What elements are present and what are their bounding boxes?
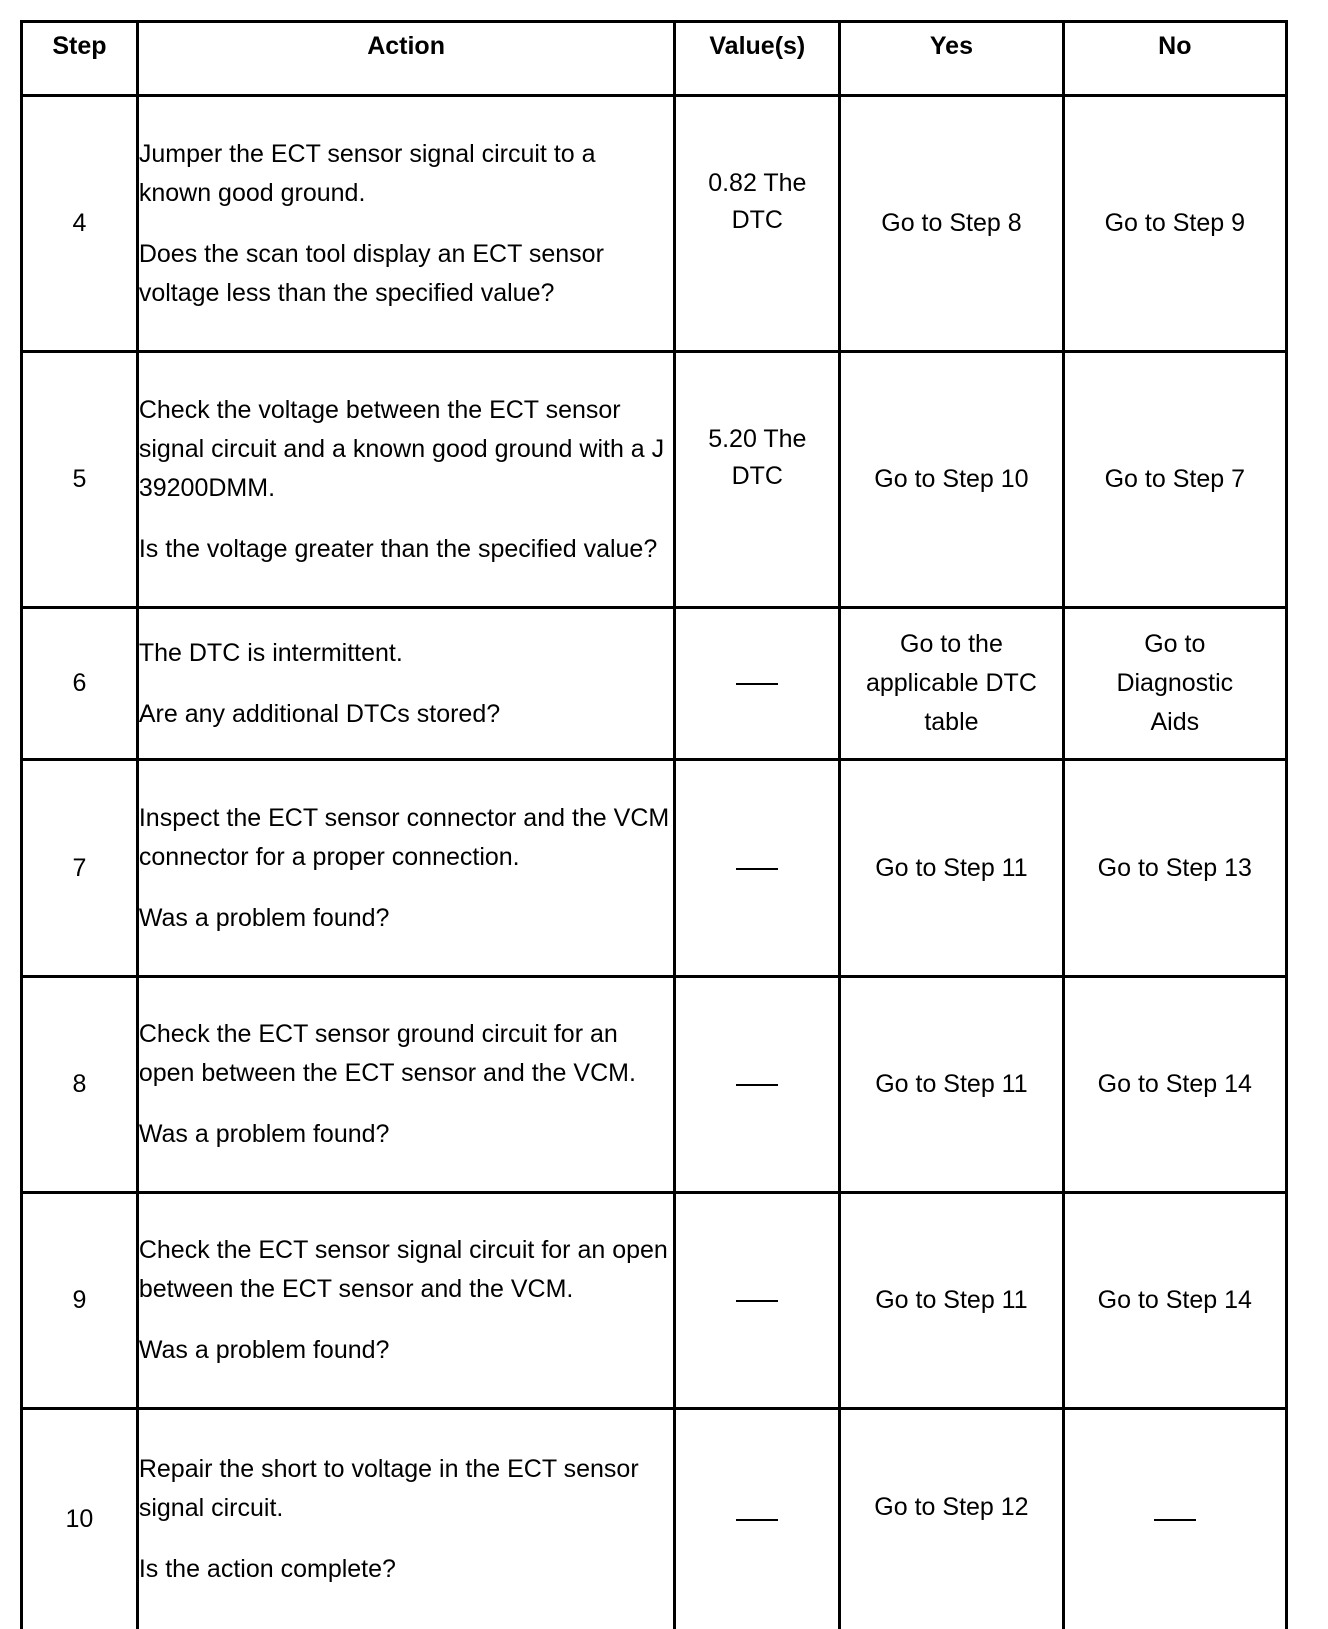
empty-value-dash xyxy=(736,683,778,685)
action-question: Was a problem found? xyxy=(138,1120,390,1148)
header-action: Action xyxy=(137,22,675,96)
action-cell xyxy=(137,1409,675,1629)
step-number: 9 xyxy=(22,1193,138,1409)
value-cell xyxy=(675,352,840,608)
yes-branch: Go to Step 11 xyxy=(840,1193,1063,1409)
step-number: 7 xyxy=(22,760,138,977)
value-cell xyxy=(675,1409,840,1629)
table-row-step-8 xyxy=(22,977,1287,1193)
action-instruction: Check the ECT sensor signal circuit for an open between the ECT sensor and the VCM. xyxy=(138,1236,668,1303)
empty-value-dash xyxy=(736,1300,778,1302)
yes-branch: Go to Step 12 xyxy=(840,1409,1063,1629)
value-text: 0.82 The DTC xyxy=(708,169,807,234)
action-instruction: Jumper the ECT sensor signal circuit to a known good ground. xyxy=(138,139,596,207)
yes-branch: Go to Step 11 xyxy=(840,977,1063,1193)
yes-branch: Go to the applicable DTC table xyxy=(840,608,1063,760)
table-row-step-6 xyxy=(22,608,1287,760)
action-question: Is the voltage greater than the specified value? xyxy=(138,534,658,563)
header-yes: Yes xyxy=(840,22,1063,96)
action-cell xyxy=(137,352,675,608)
step-number: 8 xyxy=(22,977,138,1193)
action-cell xyxy=(137,608,675,760)
action-instruction: Inspect the ECT sensor connector and the VCM connector for a proper connection. xyxy=(138,803,670,871)
action-cell xyxy=(137,977,675,1193)
value-cell xyxy=(675,1193,840,1409)
yes-branch: Go to Step 10 xyxy=(840,352,1063,608)
no-branch: Go to Step 9 xyxy=(1063,96,1286,352)
action-cell xyxy=(137,96,675,352)
action-instruction: The DTC is intermittent. xyxy=(138,638,403,667)
table-row-step-5 xyxy=(22,352,1287,608)
table-row-step-10 xyxy=(22,1409,1287,1629)
no-branch xyxy=(1063,1409,1286,1629)
action-instruction: Check the voltage between the ECT sensor signal circuit and a known good ground with a J 39200DMM. xyxy=(138,395,665,502)
empty-value-dash xyxy=(736,1519,778,1521)
no-branch: Go to Step 13 xyxy=(1063,760,1286,977)
value-cell xyxy=(675,608,840,760)
no-branch: Go to Step 14 xyxy=(1063,1193,1286,1409)
table-row-step-9 xyxy=(22,1193,1287,1409)
table-row-step-4 xyxy=(22,96,1287,352)
empty-value-dash xyxy=(736,868,778,870)
value-cell xyxy=(675,760,840,977)
action-question: Are any additional DTCs stored? xyxy=(138,699,501,728)
step-number: 10 xyxy=(22,1409,138,1629)
diagnostic-table xyxy=(20,20,1288,1629)
action-question: Is the action complete? xyxy=(138,1554,396,1583)
value-cell xyxy=(675,977,840,1193)
header-values: Value(s) xyxy=(675,22,840,96)
empty-no-dash xyxy=(1154,1519,1196,1521)
step-number: 4 xyxy=(22,96,138,352)
action-cell xyxy=(137,1193,675,1409)
value-cell xyxy=(675,96,840,352)
header-no: No xyxy=(1063,22,1286,96)
header-step: Step xyxy=(22,22,138,96)
table-row-step-7 xyxy=(22,760,1287,977)
value-text: 5.20 The DTC xyxy=(708,425,807,490)
action-question: Was a problem found? xyxy=(138,1336,390,1364)
yes-branch: Go to Step 11 xyxy=(840,760,1063,977)
action-instruction: Check the ECT sensor ground circuit for an open between the ECT sensor and the VCM. xyxy=(138,1020,636,1087)
yes-branch: Go to Step 8 xyxy=(840,96,1063,352)
empty-value-dash xyxy=(736,1084,778,1086)
no-branch: Go to Step 14 xyxy=(1063,977,1286,1193)
no-branch: Go to Step 7 xyxy=(1063,352,1286,608)
action-question: Was a problem found? xyxy=(138,903,390,932)
action-cell xyxy=(137,760,675,977)
step-number: 5 xyxy=(22,352,138,608)
no-branch: Go to Diagnostic Aids xyxy=(1063,608,1286,760)
diagnostic-table-page xyxy=(20,20,1288,1629)
action-question: Does the scan tool display an ECT sensor voltage less than the specified value? xyxy=(138,239,604,307)
action-instruction: Repair the short to voltage in the ECT sensor signal circuit. xyxy=(138,1454,639,1522)
step-number: 6 xyxy=(22,608,138,760)
header-row xyxy=(22,22,1287,96)
